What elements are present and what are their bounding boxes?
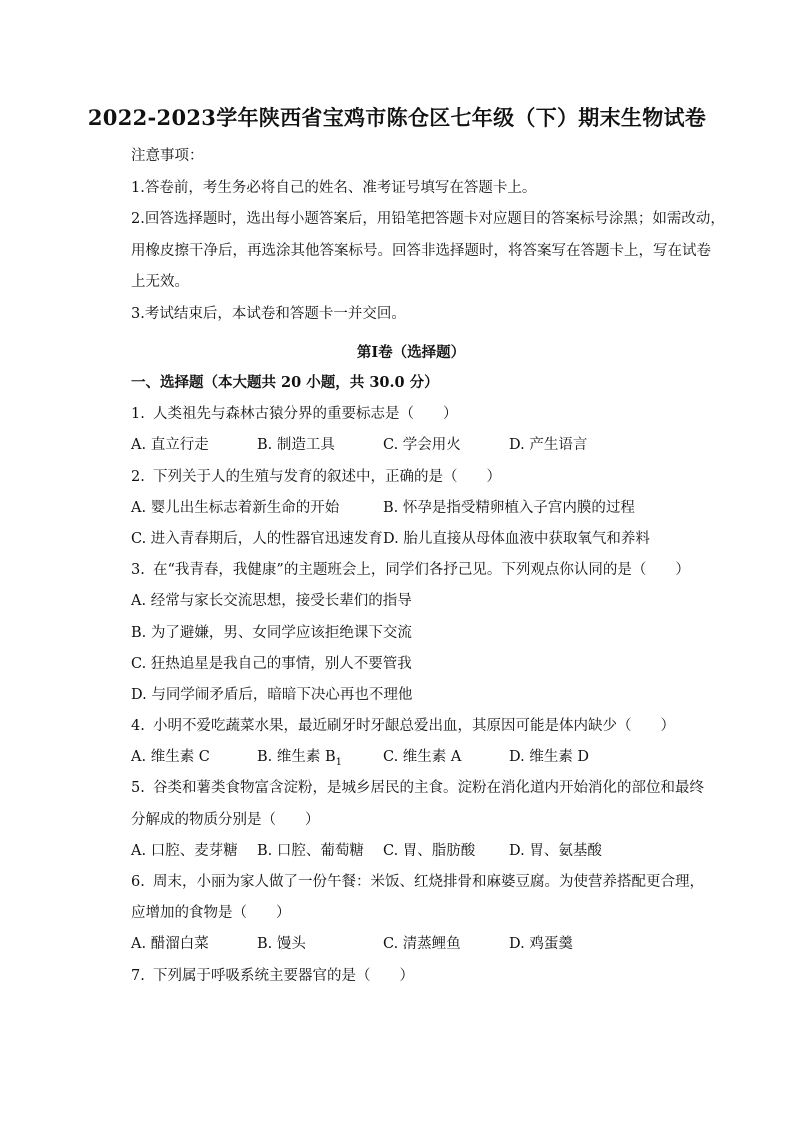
option-d: D. 鸡蛋羹 (509, 936, 573, 953)
option-d: D. 与同学闹矛盾后，暗暗下决心再也不理他 (131, 686, 413, 703)
question-number: 3. (131, 562, 145, 579)
option-c: C. 清蒸鲤鱼 (383, 936, 461, 953)
exam-title: 2022-2023学年陕西省宝鸡市陈仓区七年级（下）期末生物试卷 (87, 105, 707, 130)
question-number: 6. (131, 874, 145, 890)
notice-block (131, 146, 725, 335)
option-c: C. 胃、脂肪酸 (383, 842, 476, 859)
option-b: B. 怀孕是指受精卵植入子宫内膜的过程 (383, 499, 635, 516)
option-a: A. 直立行走 (131, 437, 209, 454)
question-stem-continued: 分解成的物质分别是（ ） (131, 811, 320, 828)
option-d: D. 维生素 D (509, 749, 590, 766)
question-number: 7. (131, 967, 145, 984)
notice-item: 用橡皮擦干净后，再选涂其他答案标号。回答非选择题时，将答案写在答题卡上，写在试卷 (131, 242, 711, 259)
notice-heading: 注意事项： (131, 148, 204, 164)
option-c: C. 进入青春期后，人的性器官迅速发育 (131, 530, 383, 547)
notice-item: 1.答卷前，考生务必将自己的姓名、准考证号填写在答题卡上。 (131, 179, 537, 196)
question-stem-continued: 应增加的食物是（ ） (131, 905, 291, 922)
option-a: A. 醋溜白菜 (131, 936, 209, 953)
option-d: D. 产生语言 (509, 437, 588, 454)
option-a: A. 维生素 C (131, 749, 210, 766)
part-title: 一、选择题（本大题共 20 小题，共 30.0 分） (131, 374, 439, 391)
notice-item: 3.考试结束后，本试卷和答题卡一并交回。 (131, 305, 406, 322)
section-title: 第Ⅰ卷（选择题） (356, 344, 466, 361)
option-c: C. 狂热追星是我自己的事情，别人不要管我 (131, 655, 412, 672)
option-c: C. 学会用火 (383, 437, 461, 454)
option-a: A. 口腔、麦芽糖 (131, 842, 238, 859)
option-b: B. 制造工具 (257, 437, 335, 454)
question-3 (131, 560, 691, 716)
question-stem: 下列属于呼吸系统主要器官的是（ ） (153, 967, 414, 984)
question-number: 5. (131, 780, 145, 797)
notice-item: 2.回答选择题时，选出每小题答案后，用铅笔把答题卡对应题目的答案标号涂黑；如需改动， (131, 211, 725, 227)
option-c: C. 维生素 A (383, 749, 462, 766)
question-6 (131, 872, 704, 966)
question-stem: 小明不爱吃蔬菜水果，最近刷牙时牙龈总爱出血，其原因可能是体内缺少（ ） (153, 718, 675, 735)
notice-item: 上无效。 (131, 274, 189, 290)
exam-content (131, 146, 725, 997)
question-stem: 人类祖先与森林古猿分界的重要标志是（ ） (153, 406, 458, 423)
option-b: B. 为了避嫌，男、女同学应该拒绝课下交流 (131, 624, 412, 641)
option-b: B. 口腔、葡萄糖 (257, 842, 364, 859)
question-stem: 在“我青春，我健康”的主题班会上，同学们各抒己见。下列观点你认同的是（ ） (153, 562, 690, 579)
question-1 (131, 404, 691, 466)
option-b-text: B. 维生素 B (257, 749, 336, 766)
option-b (257, 747, 383, 778)
option-a: A. 经常与家长交流思想，接受长辈们的指导 (131, 593, 412, 610)
option-b: B. 馒头 (257, 936, 306, 953)
option-b-subscript: 1 (335, 757, 343, 769)
question-number: 1. (131, 406, 145, 423)
question-7 (131, 966, 691, 997)
question-stem: 下列关于人的生殖与发育的叙述中，正确的是（ ） (153, 468, 501, 485)
option-a: A. 婴儿出生标志着新生命的开始 (131, 499, 340, 516)
question-4 (131, 716, 691, 778)
question-5 (131, 778, 704, 872)
question-number: 4. (131, 718, 145, 735)
question-2 (131, 467, 691, 561)
question-stem: 谷类和薯类食物富含淀粉，是城乡居民的主食。淀粉在消化道内开始消化的部位和最终 (153, 780, 704, 797)
question-number: 2. (131, 468, 145, 485)
question-stem: 周末，小丽为家人做了一份午餐：米饭、红烧排骨和麻婆豆腐。为使营养搭配更合理， (153, 874, 704, 890)
option-d: D. 胎儿直接从母体血液中获取氧气和养料 (383, 530, 650, 547)
option-d: D. 胃、氨基酸 (509, 842, 602, 859)
